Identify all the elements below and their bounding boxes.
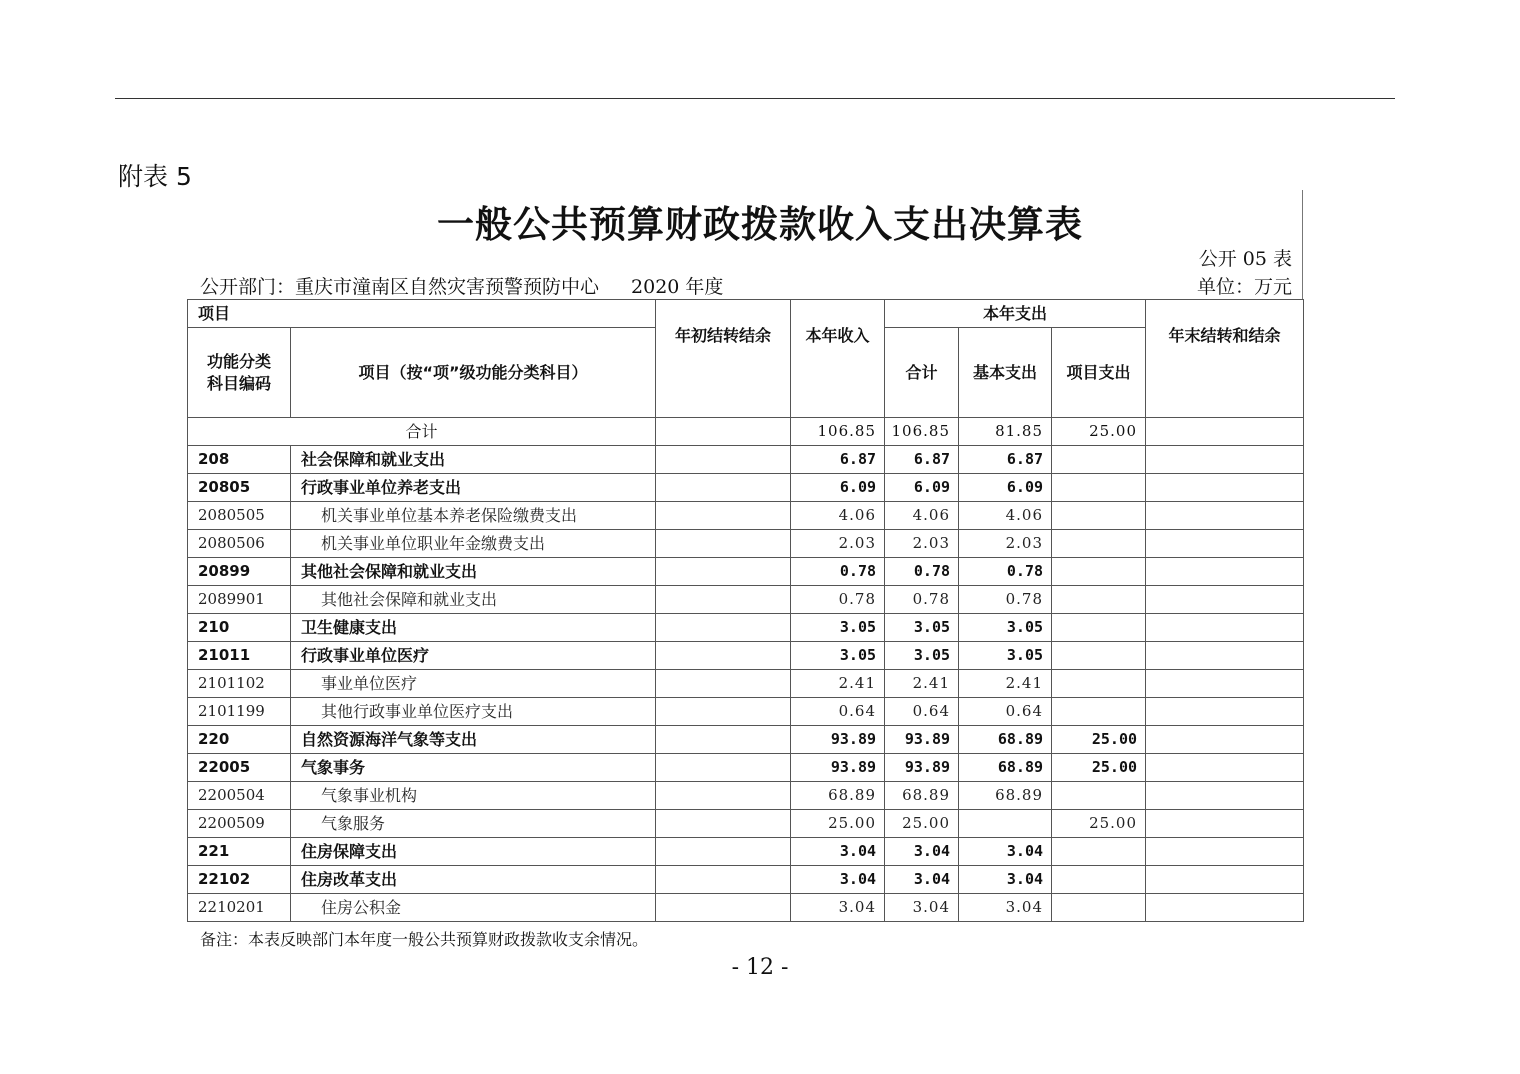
row-income: 68.89 xyxy=(791,782,885,810)
row-basic: 3.05 xyxy=(959,614,1052,642)
row-begin xyxy=(656,642,791,670)
row-project xyxy=(1052,586,1146,614)
row-name: 住房公积金 xyxy=(291,894,656,922)
row-begin xyxy=(656,894,791,922)
row-code: 220 xyxy=(188,726,291,754)
row-total: 93.89 xyxy=(885,754,959,782)
row-project xyxy=(1052,698,1146,726)
row-name: 其他社会保障和就业支出 xyxy=(291,586,656,614)
row-income: 0.78 xyxy=(791,586,885,614)
appendix-label: 附表 5 xyxy=(118,162,192,191)
unit-label: 单位：万元 xyxy=(1196,276,1292,298)
row-income: 3.04 xyxy=(791,838,885,866)
total-label: 合计 xyxy=(188,418,656,446)
table-row xyxy=(188,530,1304,558)
row-code: 2101102 xyxy=(188,670,291,698)
row-code: 20899 xyxy=(188,558,291,586)
row-total: 6.87 xyxy=(885,446,959,474)
row-end xyxy=(1146,726,1304,754)
header-expense-group: 本年支出 xyxy=(885,300,1146,328)
row-basic: 6.87 xyxy=(959,446,1052,474)
top-rule xyxy=(115,98,1395,99)
row-total: 0.78 xyxy=(885,558,959,586)
header-project: 项目 xyxy=(188,300,656,328)
row-total: 3.04 xyxy=(885,838,959,866)
frame-line xyxy=(1302,190,1303,300)
row-income: 2.41 xyxy=(791,670,885,698)
department: 公开部门：重庆市潼南区自然灾害预警预防中心 xyxy=(200,276,600,298)
row-end xyxy=(1146,782,1304,810)
row-income: 3.05 xyxy=(791,614,885,642)
row-end xyxy=(1146,670,1304,698)
row-basic: 3.04 xyxy=(959,866,1052,894)
row-name: 其他社会保障和就业支出 xyxy=(291,558,656,586)
row-name: 机关事业单位基本养老保险缴费支出 xyxy=(291,502,656,530)
row-project: 25.00 xyxy=(1052,810,1146,838)
row-code: 2200504 xyxy=(188,782,291,810)
table-row xyxy=(188,642,1304,670)
row-begin xyxy=(656,698,791,726)
table-row xyxy=(188,782,1304,810)
row-basic: 3.04 xyxy=(959,838,1052,866)
row-code: 210 xyxy=(188,614,291,642)
row-project xyxy=(1052,614,1146,642)
table-row xyxy=(188,894,1304,922)
row-code: 2080506 xyxy=(188,530,291,558)
row-basic: 3.04 xyxy=(959,894,1052,922)
table-row xyxy=(188,502,1304,530)
row-code: 2210201 xyxy=(188,894,291,922)
header-project-exp: 项目支出 xyxy=(1052,328,1146,418)
page-number: - 12 - xyxy=(731,955,789,980)
row-name: 自然资源海洋气象等支出 xyxy=(291,726,656,754)
table-body xyxy=(188,300,1304,922)
row-code: 208 xyxy=(188,446,291,474)
row-code: 22005 xyxy=(188,754,291,782)
row-total: 6.09 xyxy=(885,474,959,502)
row-end xyxy=(1146,558,1304,586)
row-begin xyxy=(656,586,791,614)
row-project xyxy=(1052,558,1146,586)
row-name: 卫生健康支出 xyxy=(291,614,656,642)
header-code: 功能分类科目编码 xyxy=(188,328,291,418)
row-basic: 2.03 xyxy=(959,530,1052,558)
row-end xyxy=(1146,586,1304,614)
header-name: 项目（按“项”级功能分类科目） xyxy=(291,328,656,418)
table-row xyxy=(188,586,1304,614)
row-total: 3.05 xyxy=(885,614,959,642)
row-name: 机关事业单位职业年金缴费支出 xyxy=(291,530,656,558)
row-name: 气象服务 xyxy=(291,810,656,838)
row-end xyxy=(1146,698,1304,726)
row-basic: 68.89 xyxy=(959,782,1052,810)
table-row xyxy=(188,810,1304,838)
row-basic: 2.41 xyxy=(959,670,1052,698)
row-code: 22102 xyxy=(188,866,291,894)
row-name: 其他行政事业单位医疗支出 xyxy=(291,698,656,726)
row-begin xyxy=(656,866,791,894)
header-basic: 基本支出 xyxy=(959,328,1052,418)
row-basic: 0.78 xyxy=(959,586,1052,614)
row-total: 4.06 xyxy=(885,502,959,530)
row-begin xyxy=(656,446,791,474)
row-end xyxy=(1146,894,1304,922)
row-name: 行政事业单位医疗 xyxy=(291,642,656,670)
row-basic: 0.64 xyxy=(959,698,1052,726)
row-project xyxy=(1052,866,1146,894)
row-total: 3.04 xyxy=(885,866,959,894)
header-row-1 xyxy=(188,300,1304,328)
total-total: 106.85 xyxy=(885,418,959,446)
row-name: 社会保障和就业支出 xyxy=(291,446,656,474)
table-row xyxy=(188,558,1304,586)
row-code: 2089901 xyxy=(188,586,291,614)
table-row xyxy=(188,866,1304,894)
row-end xyxy=(1146,810,1304,838)
row-income: 3.05 xyxy=(791,642,885,670)
row-project: 25.00 xyxy=(1052,754,1146,782)
fiscal-year: 2020 年度 xyxy=(631,276,724,298)
header-total: 合计 xyxy=(885,328,959,418)
row-begin xyxy=(656,558,791,586)
row-project xyxy=(1052,642,1146,670)
row-project xyxy=(1052,670,1146,698)
row-end xyxy=(1146,446,1304,474)
row-income: 3.04 xyxy=(791,894,885,922)
total-end xyxy=(1146,418,1304,446)
row-total: 0.64 xyxy=(885,698,959,726)
row-income: 0.64 xyxy=(791,698,885,726)
budget-table xyxy=(187,299,1304,922)
row-name: 住房保障支出 xyxy=(291,838,656,866)
row-code: 20805 xyxy=(188,474,291,502)
row-basic: 6.09 xyxy=(959,474,1052,502)
row-begin xyxy=(656,782,791,810)
row-end xyxy=(1146,502,1304,530)
row-name: 住房改革支出 xyxy=(291,866,656,894)
row-begin xyxy=(656,474,791,502)
row-project xyxy=(1052,838,1146,866)
row-basic: 3.05 xyxy=(959,642,1052,670)
row-income: 4.06 xyxy=(791,502,885,530)
row-end xyxy=(1146,838,1304,866)
row-total: 0.78 xyxy=(885,586,959,614)
table-row xyxy=(188,614,1304,642)
row-total: 3.04 xyxy=(885,894,959,922)
row-begin xyxy=(656,670,791,698)
row-income: 93.89 xyxy=(791,754,885,782)
row-total: 3.05 xyxy=(885,642,959,670)
row-name: 行政事业单位养老支出 xyxy=(291,474,656,502)
total-begin xyxy=(656,418,791,446)
row-begin xyxy=(656,530,791,558)
total-row xyxy=(188,418,1304,446)
row-income: 3.04 xyxy=(791,866,885,894)
row-basic: 68.89 xyxy=(959,726,1052,754)
row-basic: 0.78 xyxy=(959,558,1052,586)
row-code: 2080505 xyxy=(188,502,291,530)
row-name: 气象事业机构 xyxy=(291,782,656,810)
row-name: 气象事务 xyxy=(291,754,656,782)
row-total: 2.41 xyxy=(885,670,959,698)
total-project: 25.00 xyxy=(1052,418,1146,446)
row-begin xyxy=(656,726,791,754)
row-project: 25.00 xyxy=(1052,726,1146,754)
total-basic: 81.85 xyxy=(959,418,1052,446)
table-code: 公开 05 表 xyxy=(1198,248,1292,270)
row-name: 事业单位医疗 xyxy=(291,670,656,698)
row-total: 93.89 xyxy=(885,726,959,754)
row-end xyxy=(1146,614,1304,642)
table-row xyxy=(188,698,1304,726)
row-project xyxy=(1052,782,1146,810)
row-income: 6.09 xyxy=(791,474,885,502)
row-project xyxy=(1052,530,1146,558)
footnote: 备注：本表反映部门本年度一般公共预算财政拨款收支余情况。 xyxy=(200,930,649,949)
row-end xyxy=(1146,754,1304,782)
table-row xyxy=(188,446,1304,474)
row-begin xyxy=(656,810,791,838)
header-begin-balance: 年初结转结余 xyxy=(656,300,791,418)
row-code: 2200509 xyxy=(188,810,291,838)
header-end-balance: 年末结转和结余 xyxy=(1146,300,1304,418)
row-end xyxy=(1146,866,1304,894)
row-code: 221 xyxy=(188,838,291,866)
row-basic xyxy=(959,810,1052,838)
table-row xyxy=(188,670,1304,698)
row-code: 2101199 xyxy=(188,698,291,726)
row-income: 0.78 xyxy=(791,558,885,586)
row-end xyxy=(1146,530,1304,558)
row-project xyxy=(1052,502,1146,530)
row-begin xyxy=(656,502,791,530)
row-begin xyxy=(656,838,791,866)
table-row xyxy=(188,726,1304,754)
row-total: 68.89 xyxy=(885,782,959,810)
row-begin xyxy=(656,614,791,642)
row-project xyxy=(1052,894,1146,922)
row-project xyxy=(1052,474,1146,502)
table-row xyxy=(188,474,1304,502)
row-income: 93.89 xyxy=(791,726,885,754)
row-end xyxy=(1146,642,1304,670)
row-basic: 4.06 xyxy=(959,502,1052,530)
row-basic: 68.89 xyxy=(959,754,1052,782)
row-begin xyxy=(656,754,791,782)
table-row xyxy=(188,754,1304,782)
total-income: 106.85 xyxy=(791,418,885,446)
header-income: 本年收入 xyxy=(791,300,885,418)
page-title: 一般公共预算财政拨款收入支出决算表 xyxy=(437,203,1083,246)
row-end xyxy=(1146,474,1304,502)
department-line xyxy=(200,272,723,299)
row-income: 2.03 xyxy=(791,530,885,558)
table-row xyxy=(188,838,1304,866)
row-code: 21011 xyxy=(188,642,291,670)
row-income: 25.00 xyxy=(791,810,885,838)
row-total: 2.03 xyxy=(885,530,959,558)
row-project xyxy=(1052,446,1146,474)
row-total: 25.00 xyxy=(885,810,959,838)
row-income: 6.87 xyxy=(791,446,885,474)
